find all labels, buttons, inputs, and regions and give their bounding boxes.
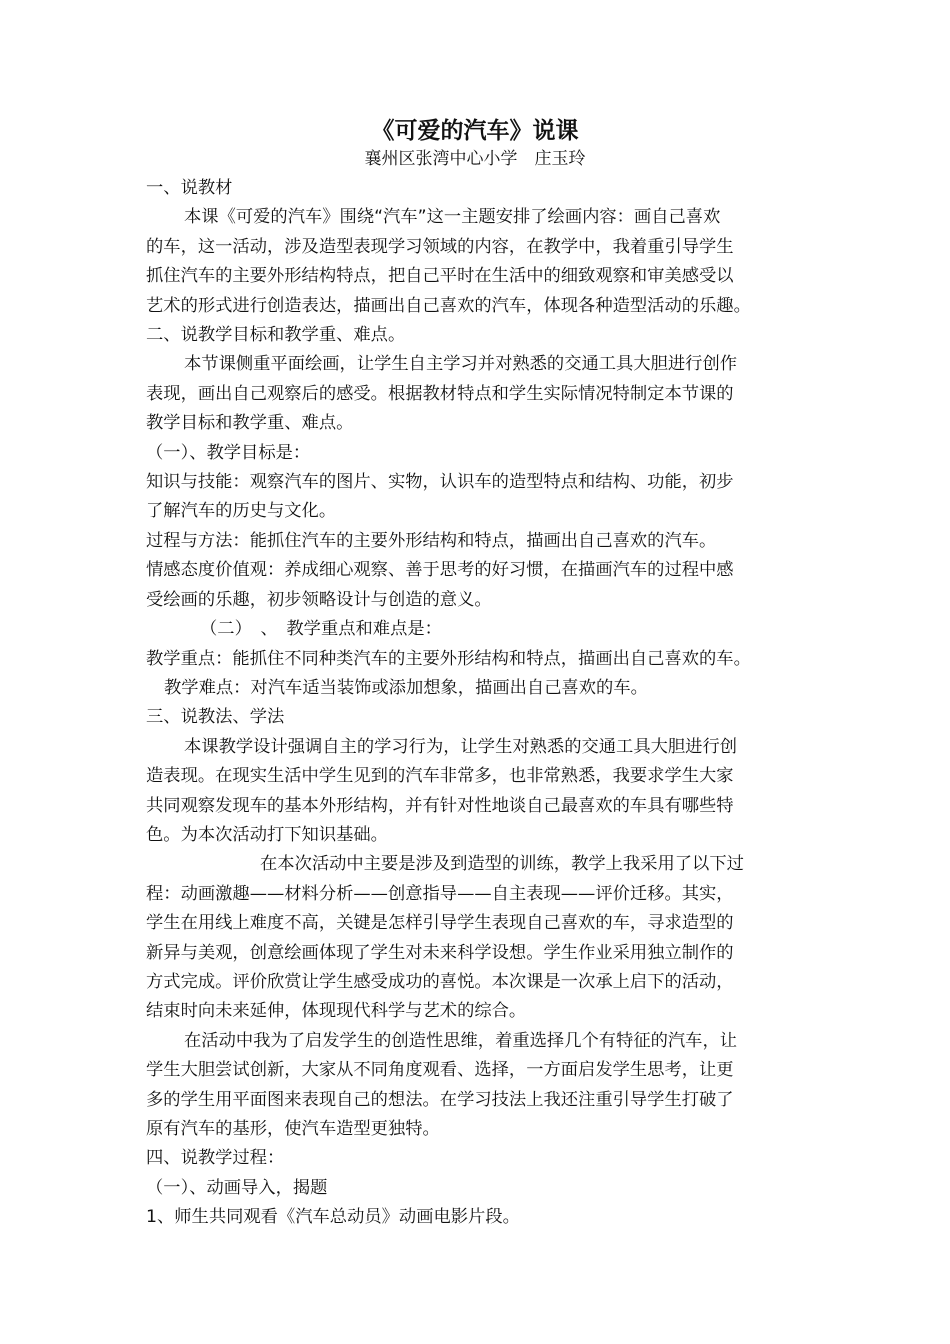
paragraph-line: 方式完成。评价欣赏让学生感受成功的喜悦。本次课是一次承上启下的活动，: [146, 971, 734, 992]
paragraph-line: 结束时向未来延伸，体现现代科学与艺术的综合。: [146, 1001, 527, 1022]
paragraph-line: 在活动中我为了启发学生的创造性思维，着重选择几个有特征的汽车，让: [184, 1030, 738, 1051]
paragraph-line: 艺术的形式进行创造表达，描画出自己喜欢的汽车，体现各种造型活动的乐趣。: [146, 295, 751, 316]
paragraph-line: 本课《可爱的汽车》围绕“汽车”这一主题安排了绘画内容：画自己喜欢: [184, 207, 721, 228]
paragraph-line: 了解汽车的历史与文化。: [146, 501, 337, 522]
paragraph-line: 多的学生用平面图来表现自己的想法。在学习技法上我还注重引导学生打破了: [146, 1089, 734, 1110]
paragraph-line: 色。为本次活动打下知识基础。: [146, 824, 388, 845]
paragraph-line: 受绘画的乐趣，初步领略设计与创造的意义。: [146, 589, 492, 610]
document-body: [146, 174, 810, 1233]
paragraph-line: 本节课侧重平面绘画，让学生自主学习并对熟悉的交通工具大胆进行创作: [184, 354, 738, 375]
paragraph-line: 共同观察发现车的基本外形结构，并有针对性地谈自己最喜欢的车具有哪些特: [146, 795, 734, 816]
paragraph-line: 在本次活动中主要是涉及到造型的训练，教学上我采用了以下过: [260, 854, 744, 875]
subsection-heading: （一）、动画导入，揭题: [146, 1177, 328, 1198]
paragraph-line: 教学重点：能抓住不同种类汽车的主要外形结构和特点，描画出自己喜欢的车。: [146, 648, 751, 669]
paragraph-line: 1、师生共同观看《汽车总动员》动画电影片段。: [146, 1207, 520, 1228]
paragraph-line: 原有汽车的基形，使汽车造型更独特。: [146, 1119, 440, 1139]
paragraph-line: 知识与技能：观察汽车的图片、实物，认识车的造型特点和结构、功能，初步: [146, 472, 734, 493]
section-heading: 二、说教学目标和教学重、难点。: [146, 325, 406, 346]
paragraph-line: 教学难点：对汽车适当装饰或添加想象，描画出自己喜欢的车。: [164, 677, 648, 698]
paragraph-line: 本课教学设计强调自主的学习行为，让学生对熟悉的交通工具大胆进行创: [184, 736, 738, 757]
subsection-heading: （二） 、 教学重点和难点是：: [200, 619, 442, 640]
paragraph-line: 过程与方法：能抓住汽车的主要外形结构和特点，描画出自己喜欢的汽车。: [146, 530, 717, 551]
paragraph-line: 表现，画出自己观察后的感受。根据教材特点和学生实际情况特制定本节课的: [146, 383, 734, 404]
section-heading: 四、说教学过程：: [146, 1148, 285, 1169]
paragraph-line: 学生在用线上难度不高，关键是怎样引导学生表现自己喜欢的车，寻求造型的: [146, 913, 734, 934]
paragraph-line: 新异与美观，创意绘画体现了学生对未来科学设想。学生作业采用独立制作的: [146, 942, 734, 963]
document-title: 《可爱的汽车》说课: [371, 118, 579, 144]
paragraph-line: 程：动画激趣——材料分析——创意指导——自主表现——评价迁移。其实，: [146, 883, 734, 904]
paragraph-line: 学生大胆尝试创新，大家从不同角度观看、选择，一方面启发学生思考，让更: [146, 1060, 734, 1081]
paragraph-line: 的车，这一活动，涉及造型表现学习领域的内容，在教学中，我着重引导学生: [146, 236, 734, 257]
paragraph-line: 抓住汽车的主要外形结构特点，把自己平时在生活中的细致观察和审美感受以: [146, 266, 734, 287]
paragraph-line: 教学目标和教学重、难点。: [146, 413, 354, 434]
paragraph-line: 造表现。在现实生活中学生见到的汽车非常多，也非常熟悉，我要求学生大家: [146, 766, 734, 787]
section-heading: 三、说教法、学法: [146, 707, 285, 728]
section-heading: 一、说教材: [146, 178, 233, 198]
subsection-heading: （一）、教学目标是：: [146, 442, 311, 463]
document-subtitle: 襄州区张湾中心小学 庄玉玲: [364, 149, 586, 169]
paragraph-line: 情感态度价值观：养成细心观察、善于思考的好习惯，在描画汽车的过程中感: [146, 560, 734, 581]
